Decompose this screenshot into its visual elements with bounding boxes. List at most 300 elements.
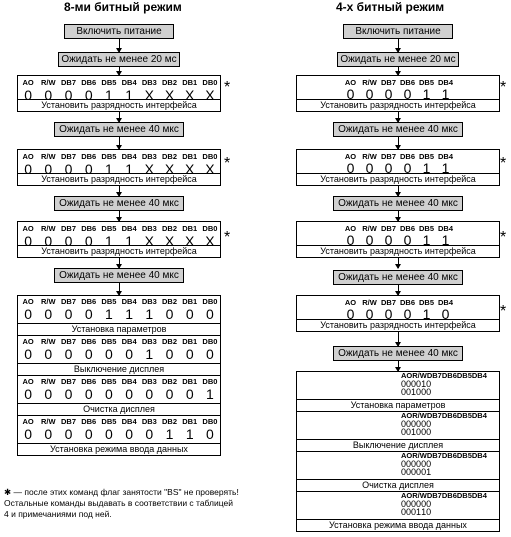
right-command-register-values-2-cell: 0 <box>426 507 432 517</box>
right-command-register-header-cell: DB6 <box>441 491 457 500</box>
right-command-register-values-2-cell: 1 <box>421 507 427 517</box>
right-command-register-body <box>297 492 499 516</box>
right-width-register-1-values-cell: 1 <box>441 86 450 102</box>
left-width-register-1-values-cell: X <box>144 87 154 103</box>
right-command-register-values-1-cell: 0 <box>411 499 417 509</box>
left-width-register-3-header-cell: DB4 <box>121 224 137 233</box>
right-width-register-4-header <box>297 298 499 308</box>
right-width-register-1-values-cell: 0 <box>403 86 412 102</box>
right-command-register-values-2-cell: 0 <box>401 387 407 397</box>
left-command-header-cell: DB6 <box>81 377 97 386</box>
left-command-header-cell: DB7 <box>61 377 77 386</box>
right-wait-40us-box-2: Ожидать не менее 40 мкс <box>333 196 463 211</box>
right-width-register-4-header-cell: R/W <box>362 298 377 307</box>
right-command-register-body <box>297 452 499 476</box>
right-width-register-3-header-cell: R/W <box>362 224 377 233</box>
left-width-register-2-values-cell: X <box>185 161 195 177</box>
right-command-register-values-1-cell: 0 <box>406 459 412 469</box>
left-width-register-1-header-cell: DB0 <box>202 78 218 87</box>
right-arrow <box>398 186 399 196</box>
left-width-register-3-header-cell: AO <box>22 224 34 233</box>
right-wait-40us-box-1: Ожидать не менее 40 мкс <box>333 122 463 137</box>
right-command-register-header-cell: DB5 <box>456 411 472 420</box>
left-command-values-cell: 0 <box>44 306 53 322</box>
right-command-register-header-cell: R/W <box>412 451 427 460</box>
right-width-register-1-values-cell: 1 <box>422 86 431 102</box>
right-command-register-values-2-cell: 0 <box>421 427 427 437</box>
right-width-register-4-values-cell: 0 <box>384 306 393 322</box>
right-command-register <box>296 451 500 492</box>
right-width-register-1-caption: Установить разрядность интерфейса <box>297 99 499 111</box>
right-command-register-header-cell: DB7 <box>426 451 442 460</box>
right-command-register-values-2 <box>357 508 445 516</box>
right-command-register-values-2-cell: 0 <box>406 387 412 397</box>
right-width-register-4-header-cell: AO <box>344 298 357 307</box>
left-star-2: * <box>224 155 231 172</box>
right-command-register-values-2-cell: 1 <box>411 427 417 437</box>
left-command-header-cell: DB3 <box>141 297 157 306</box>
left-command-values-cell: 1 <box>145 306 154 322</box>
left-star-3: * <box>224 229 231 246</box>
right-command-register-values-2-cell: 1 <box>426 467 432 477</box>
right-arrow <box>398 39 399 52</box>
left-width-register-3-values-cell: X <box>205 233 215 249</box>
left-arrow <box>119 112 120 122</box>
left-width-register-3-values-cell: X <box>144 233 154 249</box>
left-width-register-2-values-cell: 0 <box>24 161 32 177</box>
right-width-register-3-values-cell: 1 <box>422 232 431 248</box>
right-arrow <box>398 285 399 295</box>
left-arrow <box>119 39 120 52</box>
left-width-register-2-values-cell: 0 <box>44 161 53 177</box>
left-command-values-cell: 0 <box>44 346 53 362</box>
left-width-register-3-header-cell: DB5 <box>101 224 117 233</box>
left-width-register-2-header-cell: R/W <box>41 152 56 161</box>
right-command-register-values-2 <box>357 468 445 476</box>
left-width-register-3 <box>17 221 221 258</box>
left-width-register-1-header-cell: R/W <box>41 78 56 87</box>
left-command-values-cell: 0 <box>165 346 174 362</box>
right-command-register-caption: Выключение дисплея <box>297 439 499 451</box>
left-command-values-cell: 0 <box>64 386 73 402</box>
left-command-header-cell: DB1 <box>182 417 198 426</box>
right-width-register-4-header-cell: DB5 <box>418 298 434 307</box>
left-command-values-cell: 0 <box>64 426 73 442</box>
right-command-register-values-1-cell: 0 <box>421 459 427 469</box>
right-wait-20ms-box: Ожидать не менее 20 мс <box>337 52 459 67</box>
left-command-caption: Очистка дисплея <box>18 403 220 415</box>
right-command-register-header-cell: R/W <box>412 491 427 500</box>
right-width-register-3-header <box>297 224 499 234</box>
right-command-register-header-cell: DB4 <box>471 491 487 500</box>
left-command-header-cell: DB5 <box>101 417 117 426</box>
right-command-register-header-cell: DB5 <box>456 451 472 460</box>
right-width-register-4-caption: Установить разрядность интерфейса <box>297 319 499 331</box>
left-command-values-cell: 0 <box>24 346 32 362</box>
left-command-header-cell: DB0 <box>202 377 218 386</box>
left-width-register-1-values-cell: 1 <box>105 87 113 103</box>
right-command-register-header-cell: DB5 <box>456 371 472 380</box>
right-width-register-2-header-cell: DB7 <box>380 152 396 161</box>
left-width-register-2-values-cell: 1 <box>105 161 113 177</box>
left-width-register-1-header-cell: DB3 <box>141 78 157 87</box>
right-command-register-values-1-cell: 0 <box>411 379 417 389</box>
left-command-values-cell: 1 <box>206 386 214 402</box>
right-command-register-header-cell: AO <box>401 411 413 420</box>
left-command-values-cell: 0 <box>24 386 32 402</box>
right-command-register-header-cell: DB6 <box>441 371 457 380</box>
left-command-header-cell: DB0 <box>202 417 218 426</box>
right-width-register-2-header-cell: R/W <box>362 152 377 161</box>
left-wait-40us-box-2: Ожидать не менее 40 мкс <box>54 196 184 211</box>
left-command-header-cell: DB7 <box>61 337 77 346</box>
right-command-register <box>296 491 500 532</box>
left-arrow <box>119 137 120 149</box>
left-width-register-2-caption: Установить разрядность интерфейса <box>18 173 220 185</box>
right-width-register-1-header-cell: DB5 <box>418 78 434 87</box>
right-command-register <box>296 371 500 412</box>
left-width-register-2-header-cell: DB1 <box>182 152 198 161</box>
right-command-register-values-2-cell: 0 <box>416 387 422 397</box>
right-command-register-values-1-cell: 0 <box>426 499 432 509</box>
right-command-register-caption: Установка параметров <box>297 399 499 411</box>
left-command-header-cell: DB4 <box>121 337 137 346</box>
left-command-values <box>18 347 220 361</box>
left-command-values-cell: 0 <box>105 426 113 442</box>
left-command-values <box>18 387 220 401</box>
left-power-on-box: Включить питание <box>64 24 174 39</box>
right-command-register-values-1-cell: 1 <box>421 379 427 389</box>
right-command-register-values-1-cell: 0 <box>416 499 422 509</box>
left-width-register-2-header-cell: DB2 <box>162 152 178 161</box>
left-width-register-2-header-cell: AO <box>22 152 34 161</box>
right-command-register-values-1-cell: 0 <box>426 419 432 429</box>
left-width-register-2-values-cell: 1 <box>125 161 134 177</box>
right-command-register-header-cell: DB6 <box>441 411 457 420</box>
right-width-register-3-values-cell: 0 <box>365 232 374 248</box>
left-command-values <box>18 427 220 441</box>
left-command-values-cell: 1 <box>125 306 134 322</box>
right-width-register-3-values-cell: 0 <box>384 232 393 248</box>
right-command-register-values-2-cell: 0 <box>401 507 407 517</box>
right-command-register-values-1-cell: 0 <box>426 379 432 389</box>
right-command-register-values-2-cell: 0 <box>416 427 422 437</box>
right-command-register-header-cell: R/W <box>412 411 427 420</box>
right-command-register-values-2-cell: 0 <box>406 507 412 517</box>
right-width-register-3-header-cell: AO <box>344 224 357 233</box>
right-width-register-2-values-cell: 0 <box>403 160 412 176</box>
left-width-register-3-header-cell: R/W <box>41 224 56 233</box>
left-command-register <box>17 375 221 416</box>
right-star-3: * <box>500 229 507 246</box>
right-command-register-values-2-cell: 0 <box>411 507 417 517</box>
right-width-register-3-header-cell: DB4 <box>437 224 453 233</box>
left-width-register-2-values-cell: 0 <box>64 161 73 177</box>
left-width-register-1-values-cell: X <box>164 87 175 103</box>
left-command-header-cell: DB5 <box>101 337 117 346</box>
left-arrow <box>119 67 120 75</box>
right-command-register-body <box>297 372 499 396</box>
left-command-header-cell: DB7 <box>61 297 77 306</box>
left-width-register-3-values-cell: 0 <box>84 233 93 249</box>
left-command-header-cell: DB4 <box>121 297 137 306</box>
left-command-caption: Выключение дисплея <box>18 363 220 375</box>
left-command-values-cell: 0 <box>24 426 32 442</box>
left-command-header-cell: DB0 <box>202 297 218 306</box>
left-width-register-3-header-cell: DB3 <box>141 224 157 233</box>
left-width-register-3-values-cell: 0 <box>24 233 32 249</box>
left-command-values-cell: 0 <box>125 426 134 442</box>
right-star-1: * <box>500 79 507 96</box>
left-command-header-cell: DB6 <box>81 337 97 346</box>
left-arrow <box>119 283 120 295</box>
left-command-values-cell: 0 <box>84 346 93 362</box>
left-width-register-2-header-cell: DB5 <box>101 152 117 161</box>
left-command-values-cell: 0 <box>84 426 93 442</box>
right-command-register-values-1-cell: 0 <box>406 379 412 389</box>
left-command-header-cell: AO <box>22 337 34 346</box>
right-command-register-header-cell: DB7 <box>426 491 442 500</box>
left-command-register <box>17 295 221 336</box>
right-width-register-1-header <box>297 78 499 88</box>
right-command-register-values-1-cell: 0 <box>401 419 407 429</box>
left-wait-20ms-box: Ожидать не менее 20 мс <box>58 52 180 67</box>
left-width-register-2-values-cell: 0 <box>84 161 93 177</box>
left-command-header-cell: AO <box>22 297 34 306</box>
left-command-header-cell: DB2 <box>162 297 178 306</box>
right-command-register-values-2-cell: 0 <box>426 387 432 397</box>
left-command-header-cell: DB0 <box>202 337 218 346</box>
left-command-values-cell: 0 <box>105 386 113 402</box>
right-command-register-values-2-cell: 1 <box>411 387 417 397</box>
left-width-register-2-header-cell: DB4 <box>121 152 137 161</box>
right-arrow <box>398 332 399 346</box>
left-width-register-2-values-cell: X <box>164 161 175 177</box>
left-wait-40us-box-1: Ожидать не менее 40 мкс <box>54 122 184 137</box>
right-arrow <box>398 137 399 149</box>
left-width-register-2-header-cell: DB0 <box>202 152 218 161</box>
right-command-register-header-cell: DB7 <box>426 411 442 420</box>
left-command-values <box>18 307 220 321</box>
left-width-register-3-values-cell: 1 <box>125 233 134 249</box>
right-command-register-caption: Очистка дисплея <box>297 479 499 491</box>
right-width-register-2-header <box>297 152 499 162</box>
left-command-header-cell: DB2 <box>162 377 178 386</box>
left-arrow <box>119 258 120 268</box>
right-command-register-values-2-cell: 0 <box>401 427 407 437</box>
left-width-register-1-values-cell: X <box>205 87 215 103</box>
right-command-register-header-cell: DB4 <box>471 371 487 380</box>
right-width-register-3-header-cell: DB5 <box>418 224 434 233</box>
right-arrow <box>398 67 399 75</box>
left-command-header-cell: DB6 <box>81 297 97 306</box>
right-width-register-4-values-cell: 0 <box>346 306 355 322</box>
right-width-register-1-header-cell: DB6 <box>399 78 415 87</box>
left-command-values-cell: 0 <box>84 306 93 322</box>
right-width-register-4-values-cell: 1 <box>422 306 431 322</box>
right-width-register-4 <box>296 295 500 332</box>
left-width-register-3-caption: Установить разрядность интерфейса <box>18 245 220 257</box>
right-command-register-values-2-cell: 0 <box>421 387 427 397</box>
right-command-register-values-1-cell: 0 <box>411 459 417 469</box>
left-command-values-cell: 0 <box>24 306 32 322</box>
left-command-values-cell: 0 <box>125 346 134 362</box>
right-command-register-values-1-cell: 0 <box>416 379 422 389</box>
left-width-register-3-values-cell: 1 <box>105 233 113 249</box>
right-arrow <box>398 361 399 371</box>
left-command-values-cell: 0 <box>206 346 214 362</box>
left-width-register-2-values-cell: X <box>144 161 154 177</box>
left-command-values-cell: 0 <box>185 306 194 322</box>
right-command-register-values-1-cell: 0 <box>416 419 422 429</box>
left-width-register-2-header-cell: DB3 <box>141 152 157 161</box>
left-command-values-cell: 1 <box>105 306 113 322</box>
left-width-register-3-header-cell: DB6 <box>81 224 97 233</box>
right-width-register-1 <box>296 75 500 112</box>
right-command-register-values-1-cell: 0 <box>426 459 432 469</box>
right-width-register-2-values-cell: 0 <box>365 160 374 176</box>
right-width-register-4-header-cell: DB6 <box>399 298 415 307</box>
right-command-register <box>296 411 500 452</box>
right-width-register-2-caption: Установить разрядность интерфейса <box>297 173 499 185</box>
left-width-register-1-values-cell: 0 <box>24 87 32 103</box>
right-wait-40us-box-3: Ожидать не менее 40 мкс <box>333 270 463 285</box>
right-command-register-header-cell: DB7 <box>426 371 442 380</box>
left-arrow <box>119 186 120 196</box>
right-command-register-values-1-cell: 0 <box>421 499 427 509</box>
right-width-register-1-header-cell: DB7 <box>380 78 396 87</box>
right-width-register-2-header-cell: AO <box>344 152 357 161</box>
right-width-register-4-header-cell: DB4 <box>437 298 453 307</box>
right-star-4: * <box>500 303 507 320</box>
right-width-register-3-header-cell: DB6 <box>399 224 415 233</box>
right-width-register-1-header-cell: R/W <box>362 78 377 87</box>
left-command-header-cell: AO <box>22 377 34 386</box>
left-width-register-1 <box>17 75 221 112</box>
right-command-register-values-2-cell: 0 <box>411 467 417 477</box>
left-width-register-1-values-cell: 1 <box>125 87 134 103</box>
right-command-register-header-cell: DB4 <box>471 451 487 460</box>
right-width-register-3-header-cell: DB7 <box>380 224 396 233</box>
left-command-values-cell: 0 <box>145 426 154 442</box>
right-command-register-caption: Установка режима ввода данных <box>297 519 499 531</box>
right-command-register-values-2-cell: 0 <box>401 467 407 477</box>
right-command-register-header-cell: DB4 <box>471 411 487 420</box>
left-command-values-cell: 1 <box>145 346 154 362</box>
left-command-values-cell: 0 <box>185 386 194 402</box>
left-command-values-cell: 0 <box>64 306 73 322</box>
left-width-register-1-header-cell: DB7 <box>61 78 77 87</box>
left-width-register-1-values-cell: 0 <box>64 87 73 103</box>
left-command-caption: Установка параметров <box>18 323 220 335</box>
right-width-register-1-values-cell: 0 <box>384 86 393 102</box>
left-title: 8-ми битный режим <box>64 0 182 14</box>
right-command-register-values-2-cell: 1 <box>416 507 422 517</box>
right-width-register-2-values-cell: 1 <box>441 160 450 176</box>
left-width-register-1-values-cell: 0 <box>84 87 93 103</box>
left-command-register <box>17 335 221 376</box>
left-command-header-cell: DB1 <box>182 337 198 346</box>
right-command-register-values-2-cell: 0 <box>421 467 427 477</box>
right-command-register-header-cell: AO <box>401 371 413 380</box>
right-command-register-header-cell: AO <box>401 491 413 500</box>
left-command-header-cell: DB5 <box>101 377 117 386</box>
left-command-header-cell: DB7 <box>61 417 77 426</box>
right-width-register-3-values-cell: 1 <box>441 232 450 248</box>
right-width-register-3-values-cell: 0 <box>403 232 412 248</box>
left-command-values-cell: 0 <box>206 426 214 442</box>
left-width-register-1-header-cell: DB1 <box>182 78 198 87</box>
right-width-register-3-caption: Установить разрядность интерфейса <box>297 245 499 257</box>
left-command-header-cell: R/W <box>41 297 56 306</box>
right-wait-40us-box-4: Ожидать не менее 40 мкс <box>333 346 463 361</box>
right-width-register-4-values-cell: 0 <box>403 306 412 322</box>
right-command-register-values-1-cell: 0 <box>411 419 417 429</box>
right-command-register-values-1-cell: 0 <box>401 499 407 509</box>
right-command-register-values-2-cell: 0 <box>426 427 432 437</box>
right-command-register-header-cell: DB6 <box>441 451 457 460</box>
right-width-register-2-values-cell: 1 <box>422 160 431 176</box>
left-width-register-3-header-cell: DB7 <box>61 224 77 233</box>
right-command-register-header-cell: AO <box>401 451 413 460</box>
left-command-header-cell: R/W <box>41 417 56 426</box>
right-command-register-values-2-cell: 0 <box>406 427 412 437</box>
left-command-header-cell: DB4 <box>121 377 137 386</box>
left-width-register-3-values-cell: X <box>185 233 195 249</box>
right-star-2: * <box>500 155 507 172</box>
left-command-header-cell: R/W <box>41 377 56 386</box>
right-title: 4-х битный режим <box>336 0 445 14</box>
right-command-register-values-1-cell: 0 <box>401 379 407 389</box>
right-command-register-values-2-cell: 0 <box>416 467 422 477</box>
right-width-register-2-values-cell: 0 <box>384 160 393 176</box>
left-command-values-cell: 0 <box>44 386 53 402</box>
left-width-register-3-values-cell: 0 <box>64 233 73 249</box>
left-command-register <box>17 415 221 456</box>
left-arrow <box>119 211 120 221</box>
left-command-values-cell: 0 <box>206 306 214 322</box>
left-command-values-cell: 0 <box>125 386 134 402</box>
right-command-register-values-1-cell: 0 <box>406 419 412 429</box>
right-width-register-2-header-cell: DB5 <box>418 152 434 161</box>
left-command-header-cell: AO <box>22 417 34 426</box>
right-width-register-4-values-cell: 0 <box>365 306 374 322</box>
left-width-register-3-header-cell: DB2 <box>162 224 178 233</box>
left-command-values-cell: 1 <box>185 426 194 442</box>
right-command-register-values-1-cell: 0 <box>406 499 412 509</box>
left-command-values-cell: 0 <box>64 346 73 362</box>
right-command-register-header-cell: DB5 <box>456 491 472 500</box>
right-width-register-3-values-cell: 0 <box>346 232 355 248</box>
right-command-register-header-cell: R/W <box>412 371 427 380</box>
right-arrow <box>398 112 399 122</box>
left-width-register-3-header-cell: DB0 <box>202 224 218 233</box>
left-width-register-3-header-cell: DB1 <box>182 224 198 233</box>
footnote: ✱ — после этих команд флаг занятости "BS" не проверять! Остальные команды выдавать в соответствии с таблицей 4 и примечаниями под ней. <box>4 487 239 519</box>
right-width-register-4-header-cell: DB7 <box>380 298 396 307</box>
right-arrow <box>398 211 399 221</box>
left-command-header-cell: DB4 <box>121 417 137 426</box>
right-command-register-body <box>297 412 499 436</box>
left-command-values-cell: 1 <box>165 426 174 442</box>
left-width-register-3-values-cell: X <box>164 233 175 249</box>
right-width-register-1-values-cell: 0 <box>346 86 355 102</box>
left-command-values-cell: 0 <box>165 306 174 322</box>
left-command-header-cell: DB6 <box>81 417 97 426</box>
left-width-register-1-header-cell: AO <box>22 78 34 87</box>
right-width-register-4-values-cell: 0 <box>441 306 450 322</box>
right-width-register-1-header-cell: DB4 <box>437 78 453 87</box>
